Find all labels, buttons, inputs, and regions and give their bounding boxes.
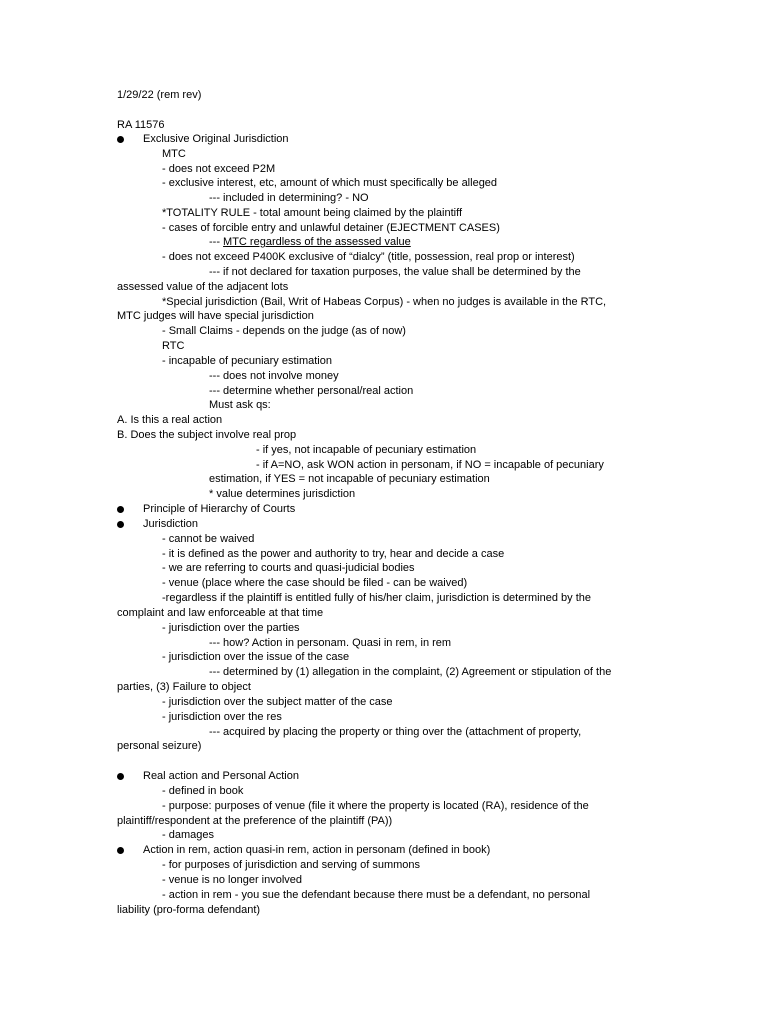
bullet-icon	[117, 506, 124, 513]
note-line: - it is defined as the power and authority to try, hear and decide a case	[162, 548, 505, 560]
note-line: estimation, if YES = not incapable of pecuniary estimation	[209, 473, 490, 485]
note-line: parties, (3) Failure to object	[117, 681, 251, 693]
note-line: - jurisdiction over the res	[162, 711, 282, 723]
note-line: --- how? Action in personam. Quasi in rem, in rem	[209, 637, 452, 649]
note-line: - purpose: purposes of venue (file it where the property is located (RA), residence of the	[162, 800, 589, 812]
note-line: complaint and law enforceable at that time	[117, 607, 324, 619]
note-line: - cannot be waived	[162, 533, 255, 545]
ra-number: RA 11576	[117, 119, 165, 131]
note-line: - does not exceed P2M	[162, 163, 276, 175]
bullet-icon	[117, 773, 124, 780]
bullet-heading: Principle of Hierarchy of Courts	[143, 503, 296, 515]
note-line: personal seizure)	[117, 740, 202, 752]
note-line: - if A=NO, ask WON action in personam, if NO = incapable of pecuniary	[256, 459, 604, 471]
note-line: --- determine whether personal/real action	[209, 385, 414, 397]
note-line: Must ask qs:	[209, 399, 271, 411]
note-line: - venue (place where the case should be filed - can be waived)	[162, 577, 468, 589]
note-line: MTC	[162, 148, 186, 160]
note-line: plaintiff/respondent at the preference of the plaintiff (PA))	[117, 815, 393, 827]
note-line: - defined in book	[162, 785, 244, 797]
note-line: A. Is this a real action	[117, 414, 223, 426]
note-line: liability (pro-forma defendant)	[117, 904, 261, 916]
bullet-heading: Action in rem, action quasi-in rem, action in personam (defined in book)	[143, 844, 491, 856]
note-line: - action in rem - you sue the defendant because there must be a defendant, no personal	[162, 889, 591, 901]
note-line: - does not exceed P400K exclusive of “dialcy” (title, possession, real prop or interest)	[162, 251, 575, 263]
bullet-heading: Exclusive Original Jurisdiction	[143, 133, 289, 145]
note-line: *Special jurisdiction (Bail, Writ of Habeas Corpus) - when no judges is available in the RTC,	[162, 296, 607, 308]
underlined-text: MTC regardless of the assessed value	[223, 236, 411, 248]
note-line: --- acquired by placing the property or thing over the (attachment of property,	[209, 726, 582, 738]
note-line: *TOTALITY RULE - total amount being claimed by the plaintiff	[162, 207, 463, 219]
note-line: - exclusive interest, etc, amount of which must specifically be alleged	[162, 177, 498, 189]
note-line: --- included in determining? - NO	[209, 192, 369, 204]
note-line: --- determined by (1) allegation in the complaint, (2) Agreement or stipulation of the	[209, 666, 612, 678]
note-line: - jurisdiction over the issue of the case	[162, 651, 350, 663]
note-line: assessed value of the adjacent lots	[117, 281, 289, 293]
note-line: - we are referring to courts and quasi-judicial bodies	[162, 562, 415, 574]
bullet-icon	[117, 136, 124, 143]
note-line: * value determines jurisdiction	[209, 488, 356, 500]
note-line: - Small Claims - depends on the judge (as of now)	[162, 325, 406, 337]
note-line	[209, 235, 656, 250]
bullet-icon	[117, 847, 124, 854]
note-line: - if yes, not incapable of pecuniary estimation	[256, 444, 477, 456]
note-line: --- does not involve money	[209, 370, 339, 382]
bullet-heading: Real action and Personal Action	[143, 770, 299, 782]
note-line: - cases of forcible entry and unlawful detainer (EJECTMENT CASES)	[162, 222, 500, 234]
note-line: - jurisdiction over the subject matter of the case	[162, 696, 393, 708]
date-line: 1/29/22 (rem rev)	[117, 89, 202, 101]
note-line: B. Does the subject involve real prop	[117, 429, 297, 441]
note-line: - jurisdiction over the parties	[162, 622, 300, 634]
note-line: RTC	[162, 340, 185, 352]
note-line: - incapable of pecuniary estimation	[162, 355, 332, 367]
note-line: - damages	[162, 829, 214, 841]
note-line: --- if not declared for taxation purposes, the value shall be determined by the	[209, 266, 581, 278]
bullet-icon	[117, 521, 124, 528]
note-line: - venue is no longer involved	[162, 874, 303, 886]
note-line: - for purposes of jurisdiction and serving of summons	[162, 859, 421, 871]
note-prefix: ---	[209, 236, 224, 248]
note-line: -regardless if the plaintiff is entitled fully of his/her claim, jurisdiction is determined by the	[162, 592, 591, 604]
bullet-heading: Jurisdiction	[143, 518, 199, 530]
note-line: MTC judges will have special jurisdiction	[117, 310, 314, 322]
